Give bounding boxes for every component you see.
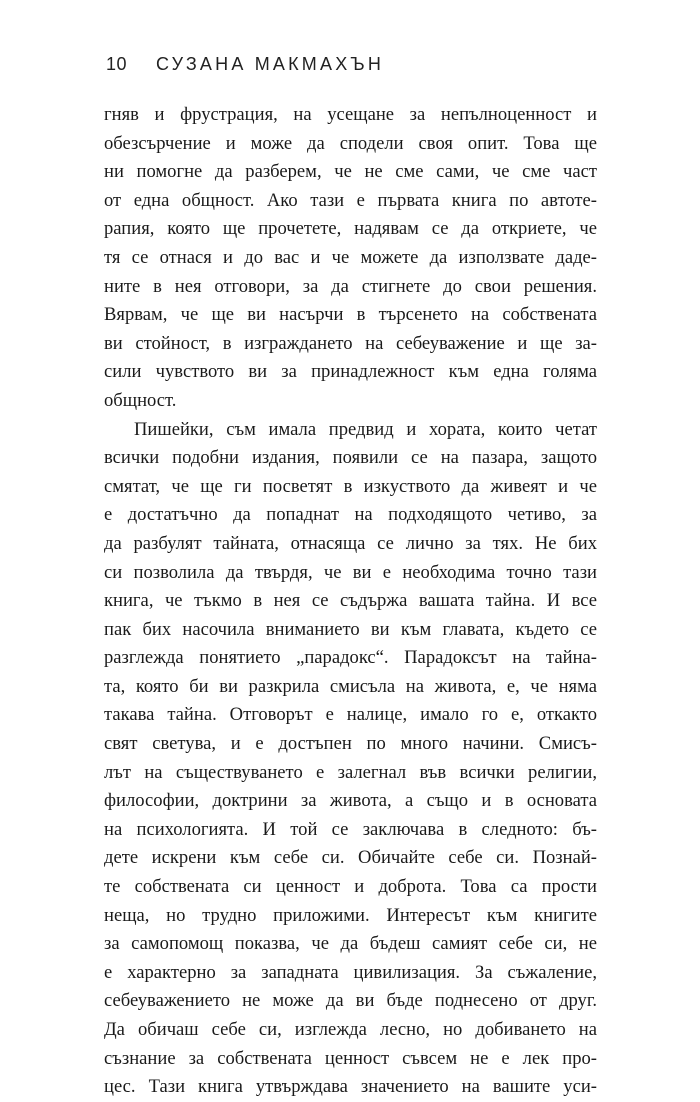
text-line: та, която би ви разкрила смисъла на живота, е, че няма bbox=[104, 675, 597, 697]
text-line: смятат, че ще ги посветят в изкуството да живеят и че bbox=[104, 475, 597, 497]
text-line: от една общност. Ако тази е първата книга по автоте- bbox=[104, 189, 597, 211]
text-line: е характерно за западната цивилизация. За съжаление, bbox=[104, 961, 597, 983]
text-line: ните в нея отговори, за да стигнете до свои решения. bbox=[104, 275, 597, 297]
text-line: Вярвам, че ще ви насърчи в търсенето на собствената bbox=[104, 304, 597, 326]
text-line: себеуважението не може да ви бъде поднесено от друг. bbox=[104, 990, 597, 1012]
text-line: книга, че тъкмо в нея се съдържа вашата тайна. И все bbox=[104, 590, 597, 612]
text-line: обезсърчение и може да сподели своя опит. Това ще bbox=[104, 132, 597, 154]
text-line: съзнание за собствената ценност съвсем не е лек про- bbox=[104, 1047, 597, 1069]
text-line: свят светува, и е достъпен по много начини. Смисъ- bbox=[104, 733, 597, 755]
text-line: е достатъчно да попаднат на подходящото четиво, за bbox=[104, 504, 597, 526]
text-line: ни помогне да разберем, че не сме сами, че сме част bbox=[104, 161, 597, 183]
paragraph bbox=[104, 101, 597, 416]
text-line: такава тайна. Отговорът е налице, имало го е, откакто bbox=[104, 704, 597, 726]
text-line: тя се отнася и до вас и че можете да използвате даде- bbox=[104, 246, 597, 268]
text-line: да разбулят тайната, отнасяща се лично за тях. Не бих bbox=[104, 532, 597, 554]
text-line: Пишейки, съм имала предвид и хората, които четат bbox=[134, 418, 597, 440]
text-line: Да обичаш себе си, изглежда лесно, но добиването на bbox=[104, 1019, 597, 1040]
paragraph bbox=[104, 416, 597, 1102]
page-number: 10 bbox=[106, 54, 128, 74]
text-line: за самопомощ показва, че да бъдеш самият себе си, не bbox=[104, 933, 597, 955]
text-line: на психологията. И той се заключава в следното: бъ- bbox=[104, 818, 597, 840]
text-line: разглежда понятието „парадокс“. Парадоксът на тайна- bbox=[104, 647, 597, 669]
text-line: неща, но трудно приложими. Интересът към книгите bbox=[104, 904, 597, 926]
body-text bbox=[104, 101, 597, 1102]
text-line: гняв и фрустрация, на усещане за непълноценност и bbox=[104, 104, 597, 125]
text-line: си позволила да твърдя, че ви е необходима точно тази bbox=[104, 561, 597, 583]
text-line: рапия, която ще прочетете, надявам се да откриете, че bbox=[104, 218, 597, 240]
text-line: пак бих насочила вниманието ви към главата, където се bbox=[104, 618, 597, 640]
text-line: дете искрени към себе си. Обичайте себе си. Познай- bbox=[104, 847, 597, 869]
text-line: те собствената си ценност и доброта. Това са прости bbox=[104, 876, 597, 898]
text-line: философии, доктрини за живота, а също и в основата bbox=[104, 790, 597, 812]
text-line: всички подобни издания, появили се на пазара, защото bbox=[104, 447, 597, 469]
running-head-author: СУЗАНА МАКМАХЪН bbox=[156, 54, 385, 74]
text-line: общност. bbox=[104, 389, 177, 411]
text-line: лът на съществуването е залегнал във всички религии, bbox=[104, 761, 597, 783]
text-line: сили чувството ви за принадлежност към една голяма bbox=[104, 361, 597, 383]
text-line: цес. Тази книга утвърждава значението на вашите уси- bbox=[104, 1076, 597, 1098]
page-header bbox=[106, 54, 606, 84]
text-line: ви стойност, в изграждането на себеуважение и ще за- bbox=[104, 332, 597, 354]
